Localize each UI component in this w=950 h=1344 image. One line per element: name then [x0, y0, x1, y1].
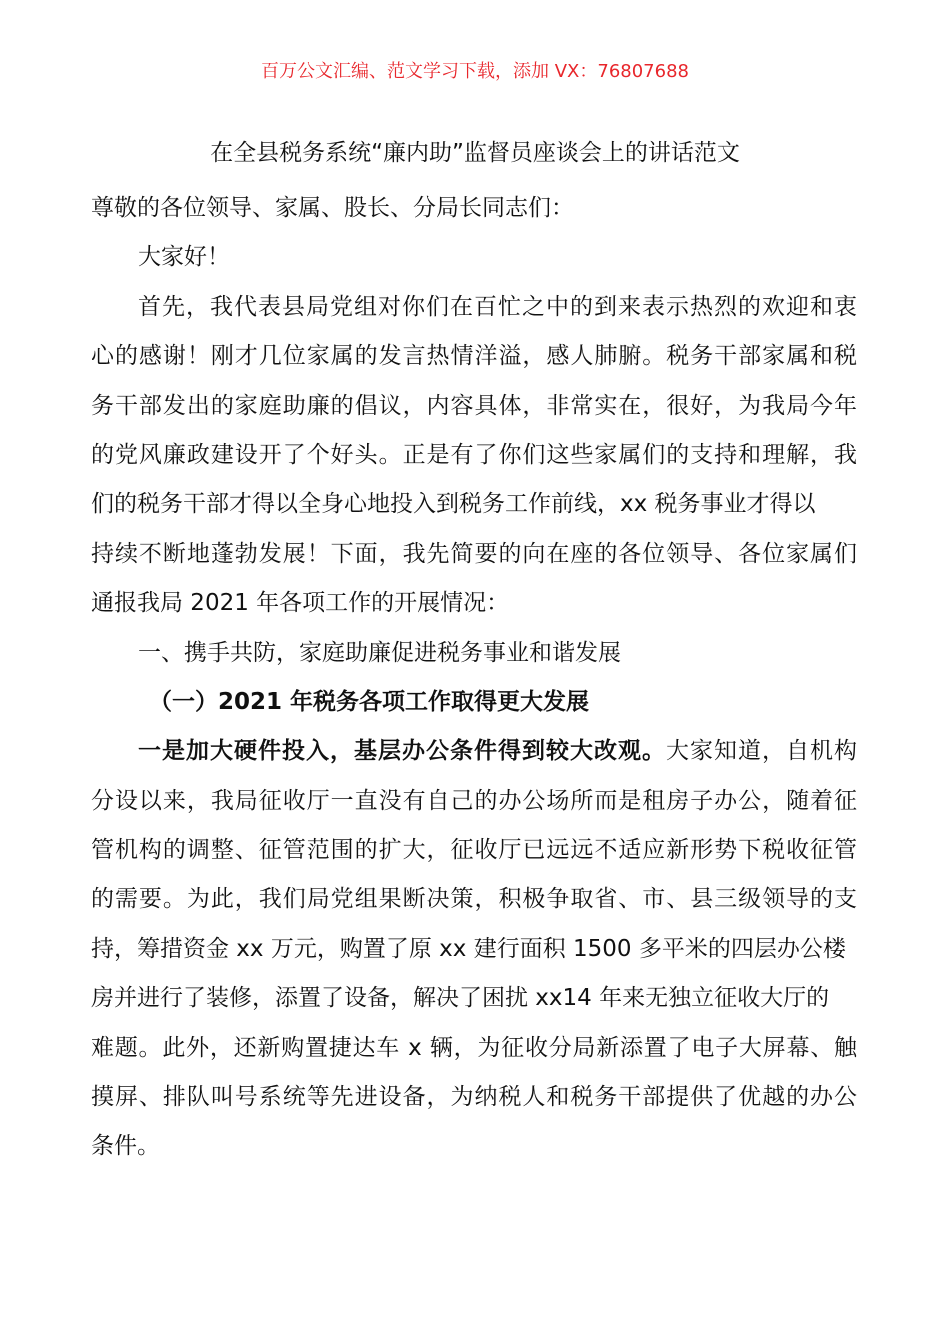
- paragraph-line: 分设以来，我局征收厅一直没有自己的办公场所而是租房子办公，随着征: [91, 787, 857, 814]
- watermark-header: 百万公文汇编、范文学习下载，添加 VX：76807688: [261, 61, 689, 82]
- document-title: 在全县税务系统“廉内助”监督员座谈会上的讲话范文: [210, 140, 740, 166]
- paragraph-line: 持续不断地蓬勃发展！下面，我先简要的向在座的各位领导、各位家属们: [91, 540, 857, 567]
- paragraph-line: 通报我局 2021 年各项工作的开展情况：: [91, 590, 510, 617]
- paragraph-line: 心的感谢！刚才几位家属的发言热情洋溢，感人肺腑。税务干部家属和税: [91, 343, 857, 370]
- paragraph-line: 难题。此外，还新购置捷达车 x 辆，为征收分局新添置了电子大屏幕、触: [91, 1034, 857, 1061]
- greeting: 大家好！: [138, 244, 230, 271]
- paragraph-line: [91, 727, 857, 776]
- salutation: 尊敬的各位领导、家属、股长、分局长同志们：: [91, 195, 574, 221]
- bold-lead: 一是加大硬件投入，基层办公条件得到较大改观。: [138, 738, 666, 765]
- paragraph-line: 的党风廉政建设开了个好头。正是有了你们这些家属们的支持和理解，我: [91, 441, 857, 468]
- document-body: [91, 184, 857, 1172]
- paragraph-line: 务干部发出的家庭助廉的倡议，内容具体，非常实在，很好，为我局今年: [91, 392, 857, 419]
- subsection-heading: [91, 678, 857, 727]
- paragraph-line: 管机构的调整、征管范围的扩大，征收厅已远远不适应新形势下税收征管: [91, 837, 857, 864]
- paragraph-line: 房并进行了装修，添置了设备，解决了困扰 xx14 年来无独立征收大厅的: [91, 985, 830, 1012]
- paragraph-line: 们的税务干部才得以全身心地投入到税务工作前线，xx 税务事业才得以: [91, 491, 816, 518]
- paragraph-line: 摸屏、排队叫号系统等先进设备，为纳税人和税务干部提供了优越的办公: [91, 1084, 857, 1111]
- paragraph-line: 持，筹措资金 xx 万元，购置了原 xx 建行面积 1500 多平米的四层办公楼: [91, 935, 846, 962]
- subsection-heading-text: （一）2021 年税务各项工作取得更大发展: [149, 688, 590, 715]
- paragraph-line: 首先，我代表县局党组对你们在百忙之中的到来表示热烈的欢迎和衷: [138, 293, 857, 320]
- section-heading: 一、携手共防，家庭助廉促进税务事业和谐发展: [138, 639, 621, 666]
- paragraph-line: 的需要。为此，我们局党组果断决策，积极争取省、市、县三级领导的支: [91, 886, 857, 913]
- paragraph-text: 大家知道，自机构: [666, 738, 857, 765]
- paragraph-line: 条件。: [91, 1133, 160, 1160]
